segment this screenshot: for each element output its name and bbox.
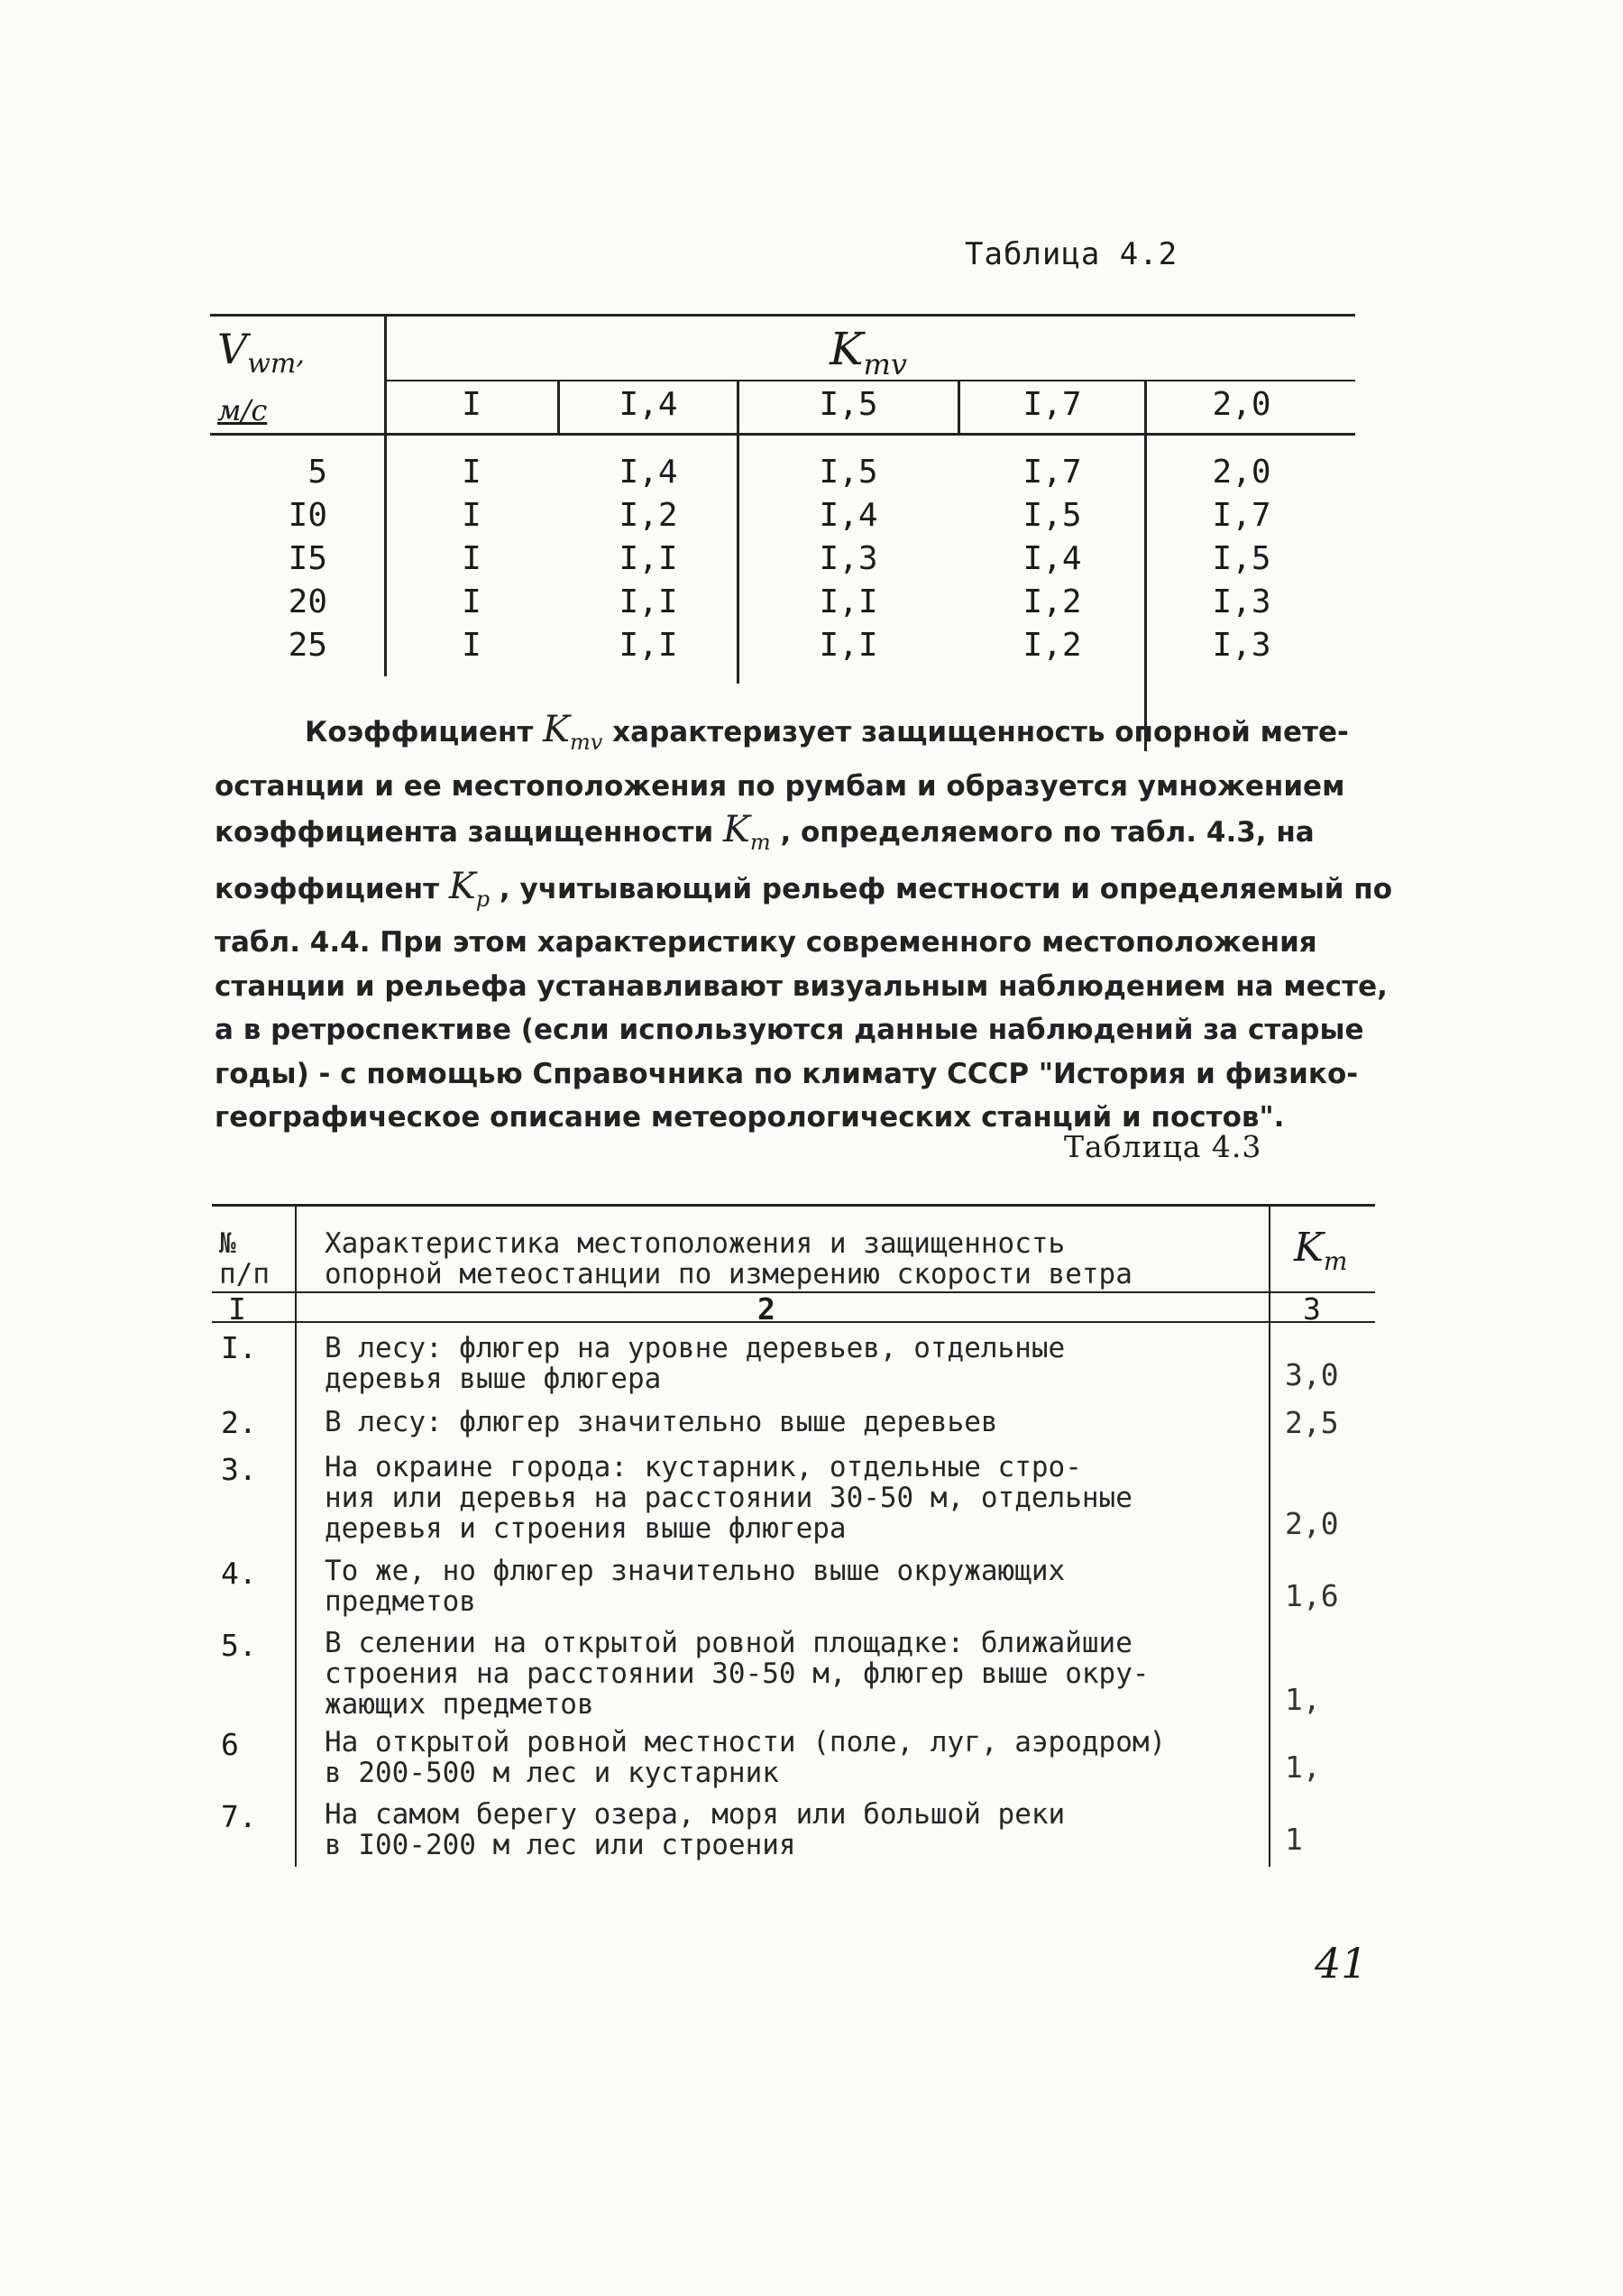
cell-5-1: I xyxy=(462,627,481,664)
col-header-4: I,7 xyxy=(1022,386,1082,423)
t43-row-4-k: 1,6 xyxy=(1285,1578,1339,1613)
para-text-3a: коэффициента защищенности xyxy=(215,816,714,849)
col-header-5: 2,0 xyxy=(1212,386,1271,423)
t43-row-3-no: 3. xyxy=(221,1452,257,1487)
t43-row-1-no: I. xyxy=(221,1330,257,1365)
t43-top-rule xyxy=(212,1204,1375,1207)
t43-row-5-desc: В селении на открытой ровной площадке: ближайшие строения на расстоянии 30-50 м, флюгер выше окру- жающих предметов xyxy=(325,1627,1150,1721)
cell-2-4: I,5 xyxy=(1022,497,1082,534)
cell-5-2: I,I xyxy=(619,627,678,664)
t43-col-divider-2 xyxy=(1269,1204,1270,1867)
cell-4-5: I,3 xyxy=(1212,583,1271,620)
t43-row-6-k: 1, xyxy=(1285,1750,1321,1785)
symbol-k-mv-main: K xyxy=(543,709,571,750)
t43-row-4-desc: То же, но флюгер значительно выше окружающих предметов xyxy=(325,1555,1066,1618)
group-header-k: K xyxy=(830,323,864,375)
t43-row-1-desc: В лесу: флюгер на уровне деревьев, отдельные деревья выше флюгера xyxy=(325,1332,1066,1395)
table-4-3 xyxy=(212,1154,1375,1867)
cell-4-4: I,2 xyxy=(1022,583,1082,620)
group-header-kmv xyxy=(733,323,1004,381)
t43-row-3-k: 2,0 xyxy=(1285,1506,1339,1541)
row-header-speed xyxy=(210,325,389,380)
col-header-2: I,4 xyxy=(619,386,678,423)
t43-colnum-3: 3 xyxy=(1303,1291,1321,1327)
row-speed-3: I5 xyxy=(288,540,327,577)
t43-header-desc: Характеристика местоположения и защищенность опорной метеостанции по измерению скорости ветра xyxy=(325,1227,1132,1290)
para-text-4a: коэффициент xyxy=(215,872,440,905)
symbol-k-p xyxy=(448,865,491,912)
para-line-1 xyxy=(215,708,1396,765)
cell-2-2: I,2 xyxy=(619,497,678,534)
t43-colnum-2: 2 xyxy=(757,1291,775,1327)
cell-1-3: I,5 xyxy=(819,454,878,491)
cell-5-5: I,3 xyxy=(1212,627,1271,664)
symbol-k-m xyxy=(722,809,771,855)
para-text-1b: характеризует защищенность опорной мете- xyxy=(612,716,1349,748)
cell-3-5: I,5 xyxy=(1212,540,1271,577)
t43-row-5-k: 1, xyxy=(1285,1682,1321,1717)
cell-5-4: I,2 xyxy=(1022,627,1082,664)
t43-header-k xyxy=(1294,1225,1347,1276)
cell-2-3: I,4 xyxy=(819,497,878,534)
cell-3-2: I,I xyxy=(619,540,678,577)
table-4-2 xyxy=(210,314,1355,684)
cell-2-5: I,7 xyxy=(1212,497,1271,534)
t43-row-1-k: 3,0 xyxy=(1285,1357,1339,1392)
para-line-7: а в ретроспективе (если используются данные наблюдений за старые xyxy=(215,1014,1364,1046)
cell-5-3: I,I xyxy=(819,627,878,664)
group-header-sub: mv xyxy=(863,347,907,381)
t43-row-4-no: 4. xyxy=(221,1556,257,1591)
t43-row-5-no: 5. xyxy=(221,1628,257,1663)
t43-row-7-desc: На самом берегу озера, моря или большой реки в I00-200 м лес или строения xyxy=(325,1798,1066,1861)
t43-row-2-no: 2. xyxy=(221,1405,257,1440)
t43-colnum-1: I xyxy=(228,1291,246,1327)
header-bottom-rule xyxy=(210,433,1355,436)
para-line-9: географическое описание метеорологических станций и постов". xyxy=(215,1101,1285,1134)
para-text-1a: Коэффициент xyxy=(305,716,534,748)
symbol-k-m-sub: m xyxy=(749,830,771,855)
t43-row-7-no: 7. xyxy=(221,1799,257,1834)
cell-3-3: I,3 xyxy=(819,540,878,577)
t43-row-2-desc: В лесу: флюгер значительно выше деревьев xyxy=(325,1406,998,1438)
t43-header-k-sub: m xyxy=(1323,1245,1348,1276)
cell-4-2: I,I xyxy=(619,583,678,620)
row-header-v: V xyxy=(217,325,248,373)
row-speed-2: I0 xyxy=(288,497,327,534)
symbol-k-m-main: K xyxy=(722,809,750,850)
cell-1-5: 2,0 xyxy=(1212,454,1271,491)
t43-header-no: № п/п xyxy=(219,1227,270,1290)
row-header-units: м/с xyxy=(217,393,268,427)
t43-row-6-desc: На открытой ровной местности (поле, луг, аэродром) в 200-500 м лес и кустарник xyxy=(325,1726,1167,1789)
cell-2-1: I xyxy=(462,497,481,534)
symbol-k-mv-sub: mv xyxy=(570,730,603,755)
t43-header-rule xyxy=(212,1291,1375,1293)
col-header-3: I,5 xyxy=(819,386,878,423)
para-line-6: станции и рельефа устанавливают визуальным наблюдением на месте, xyxy=(215,969,1388,1003)
table-4-2-caption: Таблица 4.2 xyxy=(965,236,1178,272)
symbol-k-p-sub: р xyxy=(475,886,491,912)
t43-colnum-rule xyxy=(212,1321,1375,1323)
table-4-3-caption: Таблица 4.3 xyxy=(1064,1129,1262,1164)
t43-row-2-k: 2,5 xyxy=(1285,1405,1339,1440)
table-top-rule xyxy=(210,314,1355,317)
row-speed-4: 20 xyxy=(288,583,327,620)
page-number: 41 xyxy=(1315,1939,1368,1988)
row-header-sub: wm xyxy=(247,348,297,381)
cell-1-4: I,7 xyxy=(1022,454,1082,491)
para-line-5: табл. 4.4. При этом характеристику современного местоположения xyxy=(215,926,1317,959)
para-line-3 xyxy=(215,808,1396,865)
cell-1-2: I,4 xyxy=(619,454,678,491)
cell-4-3: I,I xyxy=(819,583,878,620)
para-text-3b: , определяемого по табл. 4.3, на xyxy=(780,816,1315,849)
body-paragraph xyxy=(215,708,1396,1140)
col-header-1: I xyxy=(462,386,481,423)
symbol-k-p-main: K xyxy=(448,865,476,907)
cell-3-1: I xyxy=(462,540,481,577)
para-line-4 xyxy=(215,865,1396,922)
cell-1-1: I xyxy=(462,454,481,491)
cell-3-4: I,4 xyxy=(1022,540,1082,577)
para-text-4b: , учитывающий рельеф местности и определяемый по xyxy=(499,872,1392,905)
para-line-2: останции и ее местоположения по румбам и образуется умножением xyxy=(215,769,1345,803)
symbol-k-mv xyxy=(543,709,603,755)
cell-4-1: I xyxy=(462,583,481,620)
t43-row-7-k: 1 xyxy=(1285,1822,1303,1857)
row-header-comma: , xyxy=(296,339,305,371)
row-speed-1: 5 xyxy=(307,454,327,491)
t43-row-3-desc: На окраине города: кустарник, отдельные стро- ния или деревья на расстоянии 30-50 м, отдельные деревья и строения выше флюгера xyxy=(325,1451,1132,1545)
t43-header-k-main: K xyxy=(1294,1225,1324,1271)
t43-col-divider-1 xyxy=(295,1204,297,1867)
row-speed-5: 25 xyxy=(288,627,327,664)
para-line-8: годы) - с помощью Справочника по климату СССР "История и физико- xyxy=(215,1057,1359,1090)
t43-row-6-no: 6 xyxy=(221,1727,239,1762)
